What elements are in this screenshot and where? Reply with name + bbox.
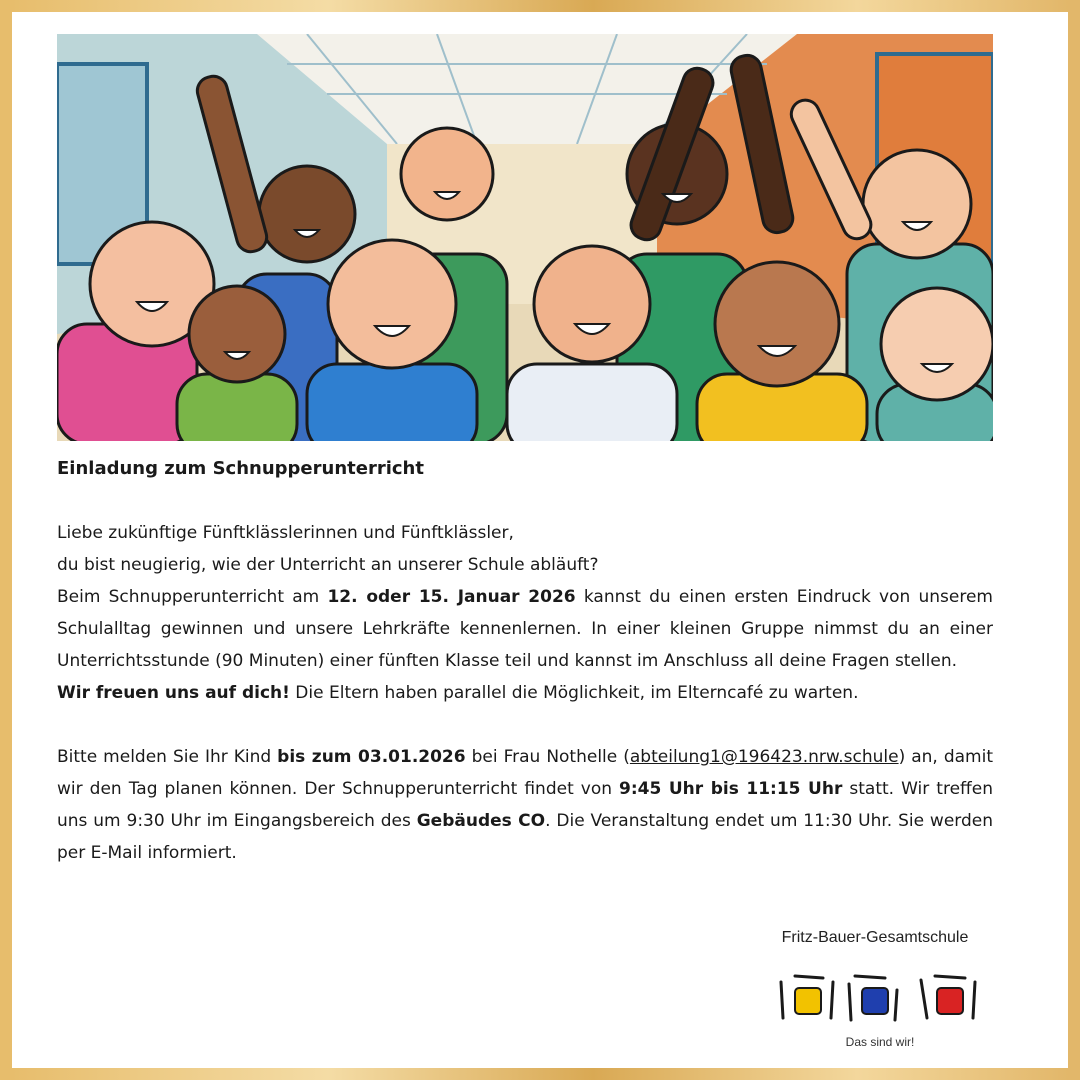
- invitation-body: [57, 517, 993, 869]
- text-span: ) an, damit wir den Tag planen können. Der Schnupperunterricht findet von: [57, 747, 993, 799]
- registration-paragraph: [57, 741, 993, 869]
- intro-paragraph: [57, 581, 993, 677]
- slogan: Das sind wir!: [845, 1035, 915, 1049]
- text-span: Die Eltern haben parallel die Möglichkeit, im Elterncafé zu warten.: [289, 683, 859, 703]
- event-dates: 12. oder 15. Januar 2026: [327, 587, 576, 607]
- welcome-line: [57, 677, 993, 709]
- building: Gebäudes CO: [416, 811, 546, 831]
- greeting-line: Liebe zukünftige Fünftklässlerinnen und Fünftklässler,: [57, 523, 514, 543]
- text-span: . Die Veranstaltung endet um 11:30 Uhr. Sie werden per E-Mail informiert.: [57, 811, 993, 863]
- deadline: bis zum 03.01.2026: [277, 747, 466, 767]
- text-span: Bitte melden Sie Ihr Kind: [57, 747, 278, 767]
- school-name: Fritz-Bauer-Gesamtschule: [781, 929, 969, 946]
- page-title: Einladung zum Schnupperunterricht: [57, 458, 424, 479]
- text-span: Beim Schnupperunterricht am: [57, 587, 328, 607]
- email-link[interactable]: abteilung1@196423.nrw.schule: [629, 747, 899, 767]
- welcome-text: Wir freuen uns auf dich!: [57, 683, 290, 703]
- text-span: statt. Wir treffen uns um 9:30 Uhr im Eingangsbereich des: [57, 779, 993, 831]
- school-logo: [775, 970, 985, 1030]
- event-time: 9:45 Uhr bis 11:15 Uhr: [619, 779, 843, 799]
- text-span: kannst du einen ersten Eindruck von unserem Schulalltag gewinnen und unsere Lehrkräfte kennenlernen. In einer kleinen Gruppe nimmst du an einer Unterrichtsstunde (90 Minuten) einer fünften Klasse teil und kannst im Anschluss all deine Fragen stellen.: [57, 587, 993, 671]
- question-line: du bist neugierig, wie der Unterricht an unserer Schule abläuft?: [57, 555, 599, 575]
- hero-illustration: [57, 34, 993, 441]
- text-span: bei Frau Nothelle (: [465, 747, 630, 767]
